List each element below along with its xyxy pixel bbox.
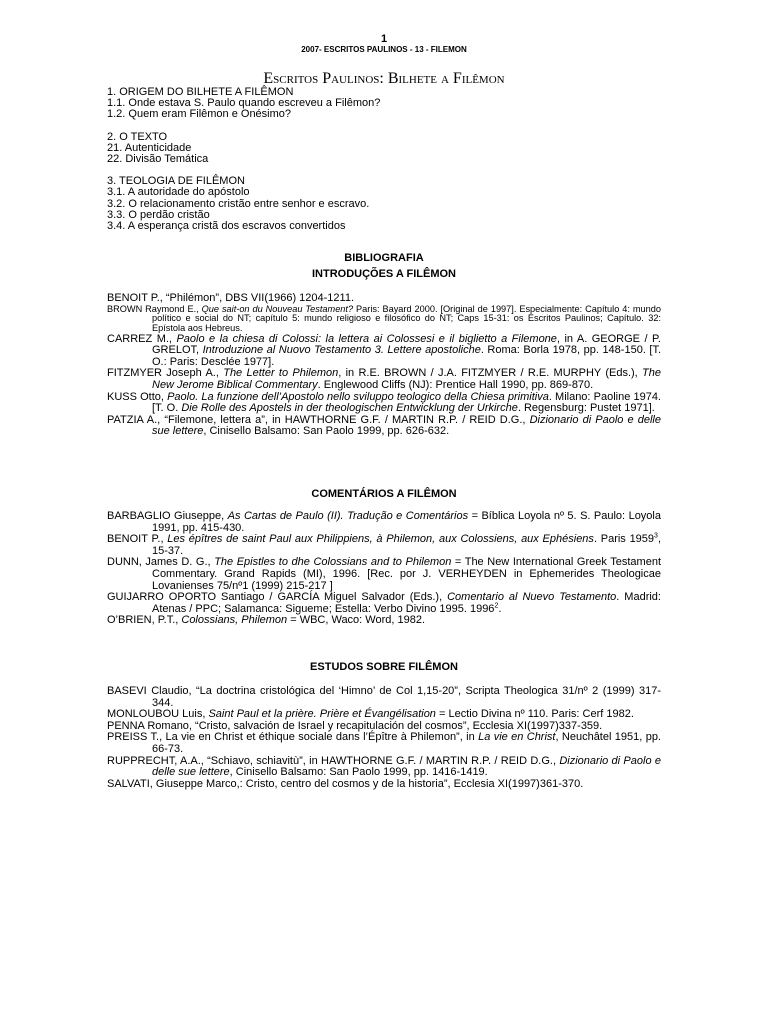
entry-title: Comentario al Nuevo Testamento xyxy=(447,591,617,604)
bibliography-entry xyxy=(107,756,661,779)
commentary-references xyxy=(107,511,661,627)
document-title: Escritos Paulinos: Bilhete a Filêmon xyxy=(263,70,505,87)
running-title: 2007- ESCRITOS PAULINOS - 13 - FILEMON xyxy=(301,45,467,54)
study-references xyxy=(107,686,661,790)
intro-references xyxy=(107,293,661,438)
outline-item: 1.2. Quem eram Filêmon e Onésimo? xyxy=(107,108,292,121)
commentaries-heading: COMENTÁRIOS A FILÊMON xyxy=(311,488,457,500)
entry-title: Colossians, Philemon xyxy=(181,614,288,627)
entry-title: La vie en Christ xyxy=(478,731,556,744)
outline-item: 3.1. A autoridade do apóstolo xyxy=(107,186,250,199)
entry-text: FITZMYER Joseph A., xyxy=(107,367,224,380)
entry-text: MONLOUBOU Luis, xyxy=(107,708,209,721)
entry-text: Paris: Bayard 2000. [Original de 1997]. Especialmente: Capítulo 4: mundo político e social do NT; capítulo 5: mundo religioso e filosófico do NT; Caps 15-31: os Escritos Paulinos; Capítulo. 32: Epístola aos Hebreus. xyxy=(152,303,661,333)
bibliography-entry xyxy=(107,368,661,391)
bibliography-entry xyxy=(107,511,661,534)
entry-title: The Epistles to dhe Colossians and to Philemon xyxy=(214,556,452,569)
entry-text: = WBC, Waco: Word, 1982. xyxy=(287,614,426,627)
edition-superscript: 3 xyxy=(654,532,658,540)
outline-item: 1. ORIGEM DO BILHETE A FILÊMON xyxy=(107,86,294,98)
entry-text: , Cinisello Balsamo: San Paolo 1999, pp. 626-632. xyxy=(203,425,450,438)
entry-title: Dizionario di Paolo e delle sue lettere xyxy=(152,754,661,779)
entry-title: Paolo. La funzione dell’Apostolo nello sviluppo teologico della Chiesa primitiva xyxy=(167,390,549,403)
outline-item: 3.2. O relacionamento cristão entre senhor e escravo. xyxy=(107,197,370,210)
bibliography-entry xyxy=(107,334,661,369)
page-number: 1 xyxy=(380,33,388,45)
entry-title: The New Jerome Biblical Commentary xyxy=(152,367,661,392)
entry-text: . xyxy=(498,602,502,615)
table-of-contents xyxy=(107,87,380,232)
bibliography-entry xyxy=(107,305,661,334)
entry-title: Que sait-on du Nouveau Testament? xyxy=(201,303,354,314)
outline-item: 21. Autenticidade xyxy=(107,141,192,154)
entry-text: = The New International Greek Testament Commentary. Grand Rapids (MI), 1996. [Rec. por J. VERHEYDEN in Ephemerides Theologicae Lovanienses 75/nº1 (1999) 215-217 ] xyxy=(152,556,662,592)
outline-item: 1.1. Onde estava S. Paulo quando escreveu a Filêmon? xyxy=(107,97,381,110)
entry-text: DUNN, James D. G., xyxy=(107,556,215,569)
bibliography-entry xyxy=(107,392,661,415)
entry-text: O’BRIEN, P.T., xyxy=(107,614,182,627)
entry-text: PATZIA A., “Filemone, lettera a”, in HAWTHORNE G.F. / MARTIN R.P. / REID D.G., xyxy=(107,413,530,426)
outline-item: 3.4. A esperança cristã dos escravos convertidos xyxy=(107,220,346,233)
bibliography-entry xyxy=(107,686,661,709)
entry-text: BENOIT P., xyxy=(107,533,168,546)
entry-text: RUPPRECHT, A.A., “Schiavo, schiavitù”, in HAWTHORNE G.F. / MARTIN R.P. / REID D.G., xyxy=(107,754,560,767)
entry-title: Dizionario di Paolo e delle sue lettere xyxy=(152,413,661,438)
entry-text: . Roma: Borla 1978, pp. 148-150. [T. O.: Paris: Desclée 1977]. xyxy=(152,344,662,368)
entry-text: , Neuchâtel 1951, pp. 66-73. xyxy=(152,731,661,755)
bibliography-entry xyxy=(107,557,661,592)
intro-heading: INTRODUÇÕES A FILÊMON xyxy=(311,268,456,280)
entry-title: Introduzione al Nuovo Testamento 3. Lettere apostoliche xyxy=(202,344,481,357)
entry-title: As Cartas de Paulo (II). Tradução e Comentários xyxy=(227,510,469,522)
entry-text: . Madrid: Atenas / PPC; Salamanca: Sigueme; Estella: Verbo Divino 1995. 1996 xyxy=(152,591,661,615)
entry-text: BASEVI Claudio, “La doctrina cristológica del ‘Himno’ de Col 1,15-20”, Scripta Theologica 31/nº 2 (1999) 317-344. xyxy=(107,685,661,709)
entry-text: , in A. GEORGE / P. GRELOT, xyxy=(152,332,661,357)
outline-spacer xyxy=(107,121,380,132)
entry-title: Les épîtres de saint Paul aux Philippiens, à Philemon, aux Colossiens, aux Ephésiens xyxy=(167,533,594,546)
entry-text: . Englewood Cliffs (NJ): Prentice Hall 1990, pp. 869-870. xyxy=(317,379,594,392)
bibliography-entry xyxy=(107,779,661,791)
edition-superscript: 2 xyxy=(494,602,499,610)
page-header xyxy=(0,34,768,55)
bibliografia-heading: BIBLIOGRAFIA xyxy=(344,252,424,264)
entry-text: SALVATI, Giuseppe Marco,: Cristo, centro del cosmos y de la historia”, Ecclesia XI(1997)361-370. xyxy=(107,777,584,790)
entry-text: BENOIT P., “Philémon”, DBS VII(1966) 1204-1211. xyxy=(107,292,355,304)
bibliography-entry xyxy=(107,415,661,438)
entry-text: CARREZ M., xyxy=(107,332,177,345)
outline-item: 3. TEOLOGIA DE FILÊMON xyxy=(107,175,245,188)
bibliography-entry xyxy=(107,732,661,755)
outline-item: 3.3. O perdão cristão xyxy=(107,208,210,221)
bibliography-entry xyxy=(107,534,661,557)
outline-item: 2. O TEXTO xyxy=(107,130,168,143)
entry-text: PREISS T., La vie en Christ et éthique sociale dans l’Épître à Philemon”, in xyxy=(107,731,479,744)
entry-text: . Paris 1959 xyxy=(593,533,655,546)
entry-text: = Lectio Divina nº 110. Paris: Cerf 1982. xyxy=(435,708,634,721)
studies-heading: ESTUDOS SOBRE FILÊMON xyxy=(310,661,458,673)
entry-text: . Milano: Paoline 1974. [T. O. xyxy=(152,390,661,415)
outline-item: 22. Divisão Temática xyxy=(107,153,209,166)
entry-text: , Cinisello Balsamo: San Paolo 1999, pp. 1416-1419. xyxy=(229,766,488,779)
entry-text: , 15-37. xyxy=(152,533,662,557)
entry-text: . Regensburg: Pustet 1971]. xyxy=(517,402,655,415)
bibliography-entry xyxy=(107,592,661,615)
entry-text: GUIJARRO OPORTO Santiago / GARCÍA Miguel Salvador (Eds.), xyxy=(107,591,448,604)
bibliography-entry xyxy=(107,615,661,627)
entry-text: PENNA Romano, “Cristo, salvación de Israel y recapitulación del cosmos”, Ecclesia XI(1997)337-359. xyxy=(107,719,603,732)
entry-text: , in R.E. BROWN / J.A. FITZMYER / R.E. MURPHY (Eds.), xyxy=(338,367,643,380)
entry-title: Die Rolle des Apostels in der theologischen Entwicklung der Urkirche xyxy=(181,402,518,415)
entry-title: The Letter to Philemon xyxy=(223,367,339,380)
entry-text: = Bíblica Loyola nº 5. S. Paulo: Loyola 1991, pp. 415-430. xyxy=(152,510,661,534)
entry-text: BROWN Raymond E., xyxy=(107,303,202,314)
entry-title: Saint Paul et la prière. Prière et Évangélisation xyxy=(208,708,436,721)
entry-text: KUSS Otto, xyxy=(107,390,168,403)
entry-title: Paolo e la chiesa di Colossi: la lettera ai Colossesi e il biglietto a Filemone xyxy=(176,332,557,345)
entry-text: BARBAGLIO Giuseppe, xyxy=(107,510,228,522)
